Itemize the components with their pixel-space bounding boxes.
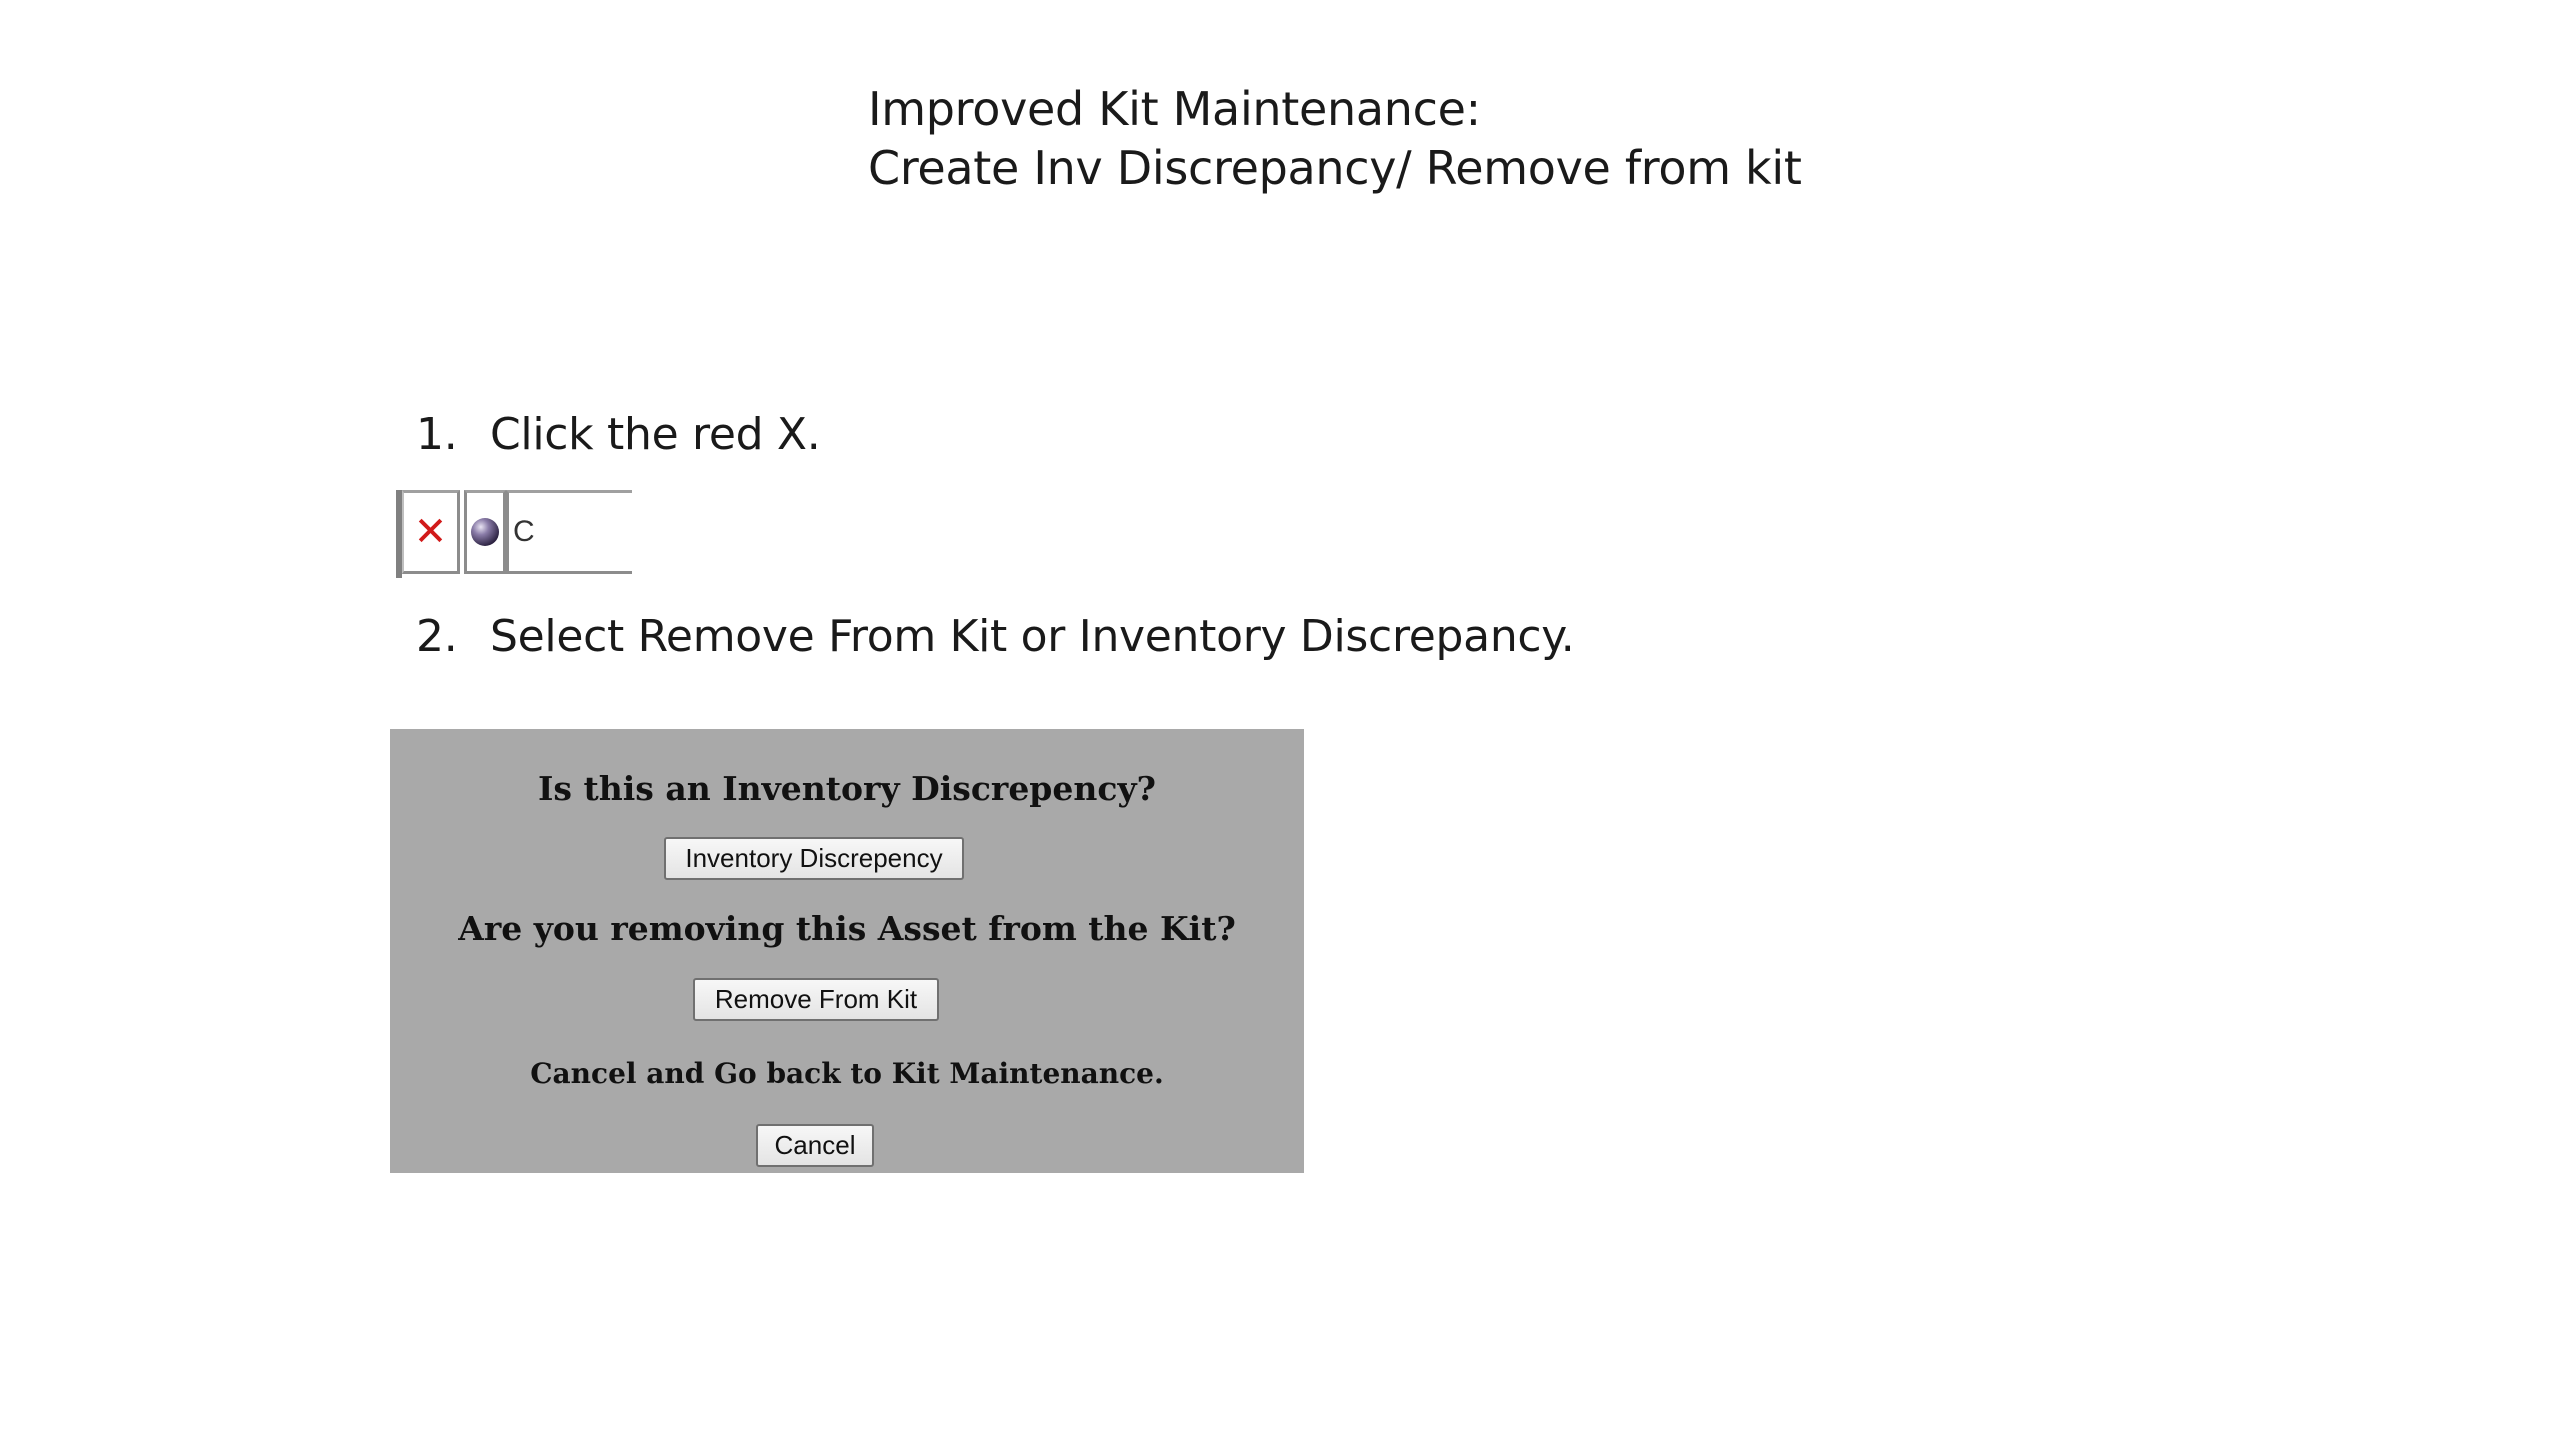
step-2: [416, 610, 1574, 664]
inventory-question: Is this an Inventory Discrepency?: [538, 769, 1156, 808]
slide-title-line-2: Create Inv Discrepancy/ Remove from kit: [868, 141, 1802, 195]
row-value-cell: C: [506, 490, 632, 574]
status-cell: [464, 490, 506, 574]
inventory-discrepancy-button[interactable]: Inventory Discrepency: [664, 837, 964, 880]
remove-question: Are you removing this Asset from the Kit?: [458, 909, 1236, 948]
step-1-number: 1.: [416, 409, 458, 460]
step-2-number: 2.: [416, 611, 458, 662]
discrepancy-dialog: [390, 729, 1304, 1173]
slide-title: [868, 80, 1802, 198]
kit-row-snippet: [396, 490, 632, 578]
ball-icon: [471, 518, 499, 546]
delete-cell[interactable]: [402, 490, 460, 574]
remove-from-kit-button[interactable]: Remove From Kit: [693, 978, 939, 1021]
step-1-text: Click the red X.: [490, 409, 821, 460]
step-2-text: Select Remove From Kit or Inventory Discrepancy.: [490, 611, 1575, 662]
cancel-text: Cancel and Go back to Kit Maintenance.: [530, 1057, 1164, 1090]
red-x-icon[interactable]: ✕: [413, 509, 448, 555]
slide-title-line-1: Improved Kit Maintenance:: [868, 82, 1481, 136]
step-1: [416, 408, 820, 462]
cancel-button[interactable]: Cancel: [756, 1124, 874, 1167]
